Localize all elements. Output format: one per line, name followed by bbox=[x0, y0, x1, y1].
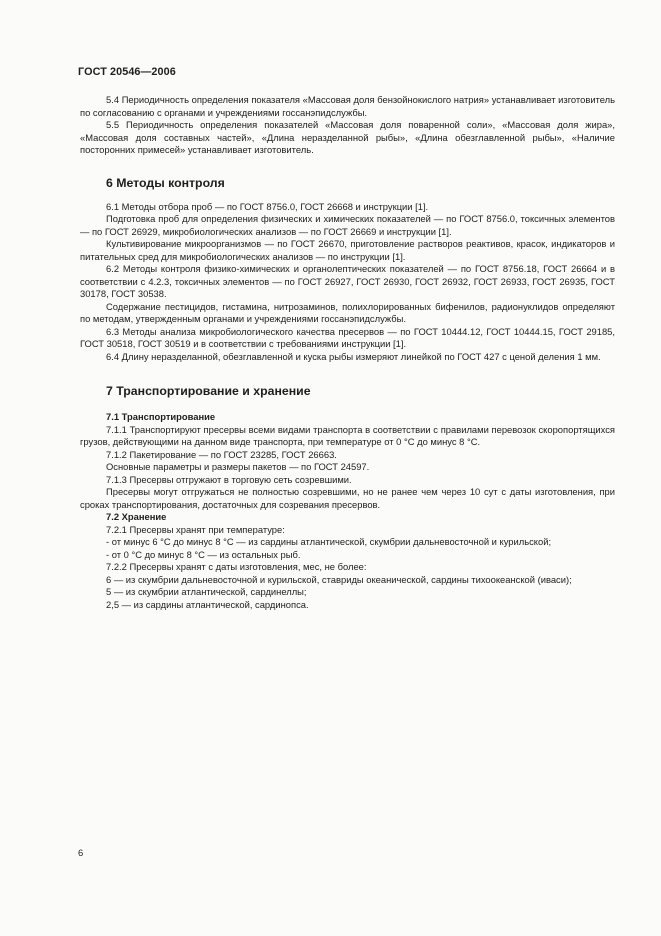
list-item-7-2-1-b: - от 0 °С до минус 8 °С — из остальных рыб. bbox=[106, 548, 301, 560]
page-number: 6 bbox=[78, 847, 84, 858]
paragraph-7-1-1: 7.1.1 Транспортируют пресервы всеми видами транспорта в соответствии с правилами перевозок скоропортящихся грузов, действующими на данном виде транспорта, при температуре от 0 °С до минус 8 °С. bbox=[80, 423, 615, 447]
paragraph-7-1-3-partial: Пресервы могут отгружаться не полностью созревшими, но не ранее чем через 10 сут с даты изготовления, при сроках транспортирования, достаточных для созревания пресервов. bbox=[80, 486, 615, 510]
paragraph-6-3: 6.3 Методы анализа микробиологического качества пресервов — по ГОСТ 10444.12, ГОСТ 10444.15, ГОСТ 29185, ГОСТ 30518, ГОСТ 30519 и в соответствии с требованиями инструкции [1]. bbox=[80, 325, 615, 349]
document-body bbox=[80, 94, 615, 611]
paragraph-5-5: 5.5 Периодичность определения показателей «Массовая доля поваренной соли», «Массовая доля жира», «Массовая доля составных частей», «Длина неразделанной рыбы», «Длина обезглавленной рыбы», «Наличие посторонних примесей» устанавливает изготовитель. bbox=[80, 119, 615, 155]
paragraph-5-4: 5.4 Периодичность определения показателя «Массовая доля бензойнокислого натрия» устанавливает изготовитель по согласованию с органами и учреждениями госсанэпидслужбы. bbox=[80, 94, 615, 118]
document-header: ГОСТ 20546—2006 bbox=[78, 66, 176, 78]
paragraph-6-4: 6.4 Длину неразделанной, обезглавленной и куска рыбы измеряют линейкой по ГОСТ 427 с ценой деления 1 мм. bbox=[106, 350, 601, 362]
paragraph-6-2: 6.2 Методы контроля физико-химических и органолептических показателей — по ГОСТ 8756.18, ГОСТ 26664 и в соответствии с 4.2.3, токсичных элементов — по ГОСТ 26927, ГОСТ 26930, ГОСТ 26932, ГОСТ 26933, ГОСТ 26935, ГОСТ 30178, ГОСТ 30538. bbox=[80, 263, 615, 299]
paragraph-7-2-2: 7.2.2 Пресервы хранят с даты изготовления, мес, не более: bbox=[106, 561, 367, 572]
subsection-7-1-heading: 7.1 Транспортирование bbox=[106, 411, 216, 422]
list-item-7-2-2-c: 2,5 — из сардины атлантической, сардинопса. bbox=[106, 598, 309, 610]
section-7-heading: 7 Транспортирование и хранение bbox=[106, 384, 311, 398]
paragraph-6-1-prep: Подготовка проб для определения физических и химических показателей — по ГОСТ 8756.0, токсичных элементов — по ГОСТ 26929, микробиологических анализов — по ГОСТ 26669 и инструкции [1]. bbox=[80, 213, 615, 237]
paragraph-6-1: 6.1 Методы отбора проб — по ГОСТ 8756.0, ГОСТ 26668 и инструкции [1]. bbox=[106, 200, 429, 212]
subsection-7-2-heading: 7.2 Хранение bbox=[106, 511, 167, 522]
paragraph-7-1-2-params: Основные параметры и размеры пакетов — по ГОСТ 24597. bbox=[106, 461, 370, 472]
paragraph-7-2-1: 7.2.1 Пресервы хранят при температуре: bbox=[106, 523, 285, 535]
paragraph-7-1-2: 7.1.2 Пакетирование — по ГОСТ 23285, ГОСТ 26663. bbox=[106, 448, 337, 460]
paragraph-6-1-culture: Культивирование микроорганизмов — по ГОСТ 26670, приготовление растворов реактивов, красок, индикаторов и питательных сред для микробиологических анализов — по инструкции [1]. bbox=[80, 238, 615, 262]
section-6-heading: 6 Методы контроля bbox=[106, 175, 225, 190]
paragraph-7-1-3: 7.1.3 Пресервы отгружают в торговую сеть созревшими. bbox=[106, 473, 352, 485]
list-item-7-2-2-b: 5 — из скумбрии атлантической, сардинеллы; bbox=[106, 586, 307, 597]
list-item-7-2-2-a: 6 — из скумбрии дальневосточной и курильской, ставриды океанической, сардины тихоокеанской (иваси); bbox=[106, 573, 572, 585]
list-item-7-2-1-a: - от минус 6 °С до минус 8 °С — из сардины атлантической, скумбрии дальневосточной и курильской; bbox=[106, 536, 552, 547]
paragraph-6-2-content: Содержание пестицидов, гистамина, нитрозаминов, полихлорированных бифенилов, радионуклидов определяют по методам, утвержденным органами и учреждениями госсанэпидслужбы. bbox=[80, 300, 615, 324]
